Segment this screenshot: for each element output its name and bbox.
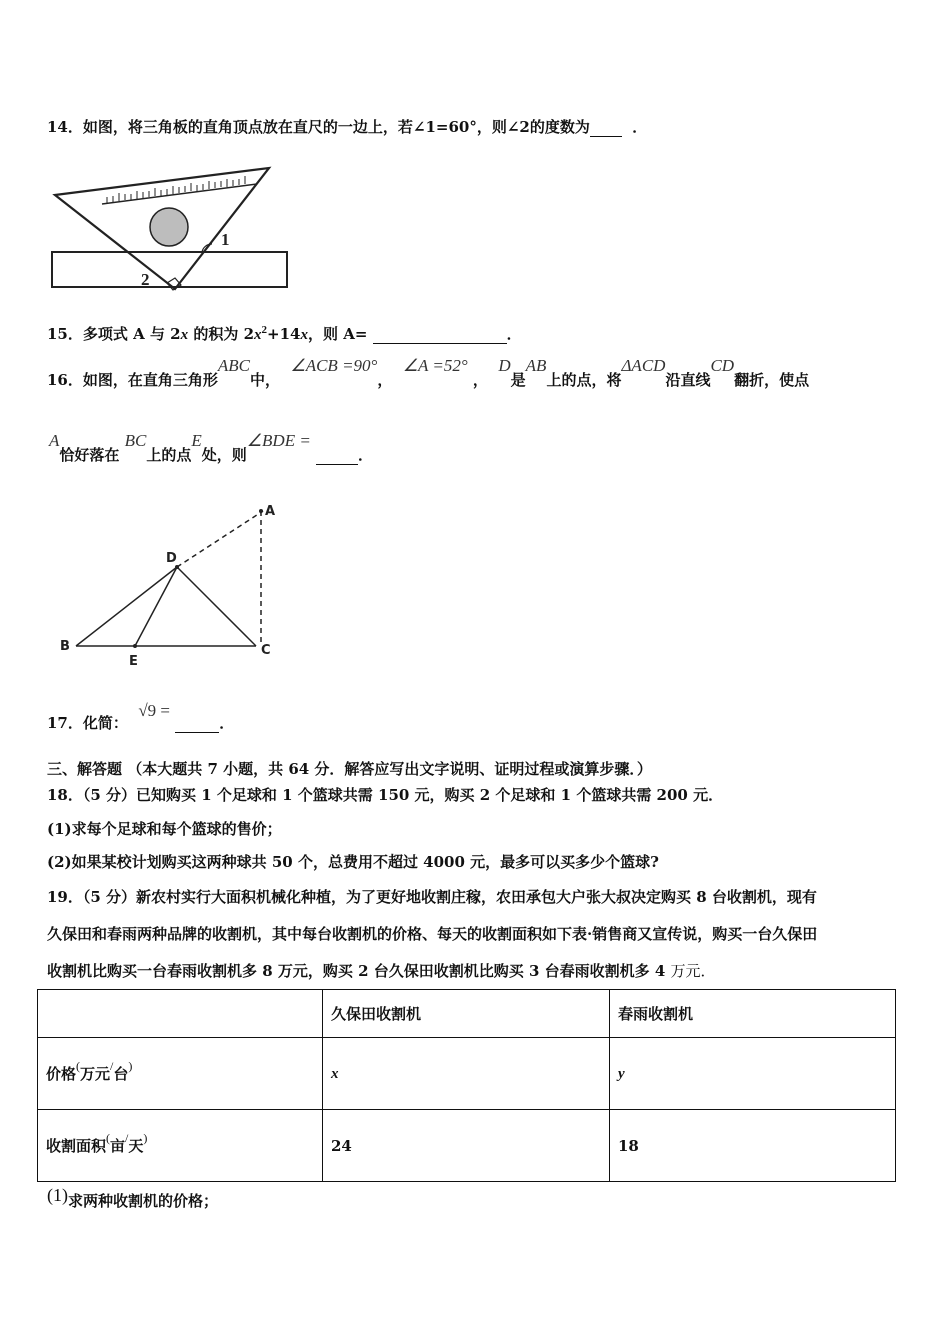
q14-figure xyxy=(47,162,295,294)
q19-line2: 久保田和春雨两种品牌的收割机，其中每台收割机的价格、每天的收割面积如下表·销售商又宣传说，购买一台久保田 xyxy=(47,925,818,943)
q16-label-b: B xyxy=(60,639,70,654)
table-cell-area-kubota: 24 xyxy=(323,1110,610,1182)
q14-blank xyxy=(590,118,622,137)
q14-angle2-label: 2 xyxy=(141,270,150,289)
table-header-empty xyxy=(38,990,323,1038)
q16-blank xyxy=(316,446,358,465)
q14-angle1-label: 1 xyxy=(221,230,230,249)
table-cell-price-kubota: x xyxy=(323,1038,610,1110)
harvester-table xyxy=(37,989,896,1182)
q19-line1: 19．（5 分）新农村实行大面积机械化种植，为了更好地收割庄稼，农田承包大户张大叔决定购买 8 台收割机，现有 xyxy=(47,888,817,906)
section-heading: 三、解答题 （本大题共 7 小题，共 64 分．解答应写出文字说明、证明过程或演算步骤．） xyxy=(47,760,652,778)
table-row-area-label: 收割面积(亩/天) xyxy=(38,1110,323,1182)
q15-blank xyxy=(373,325,507,344)
q16-label-d: D xyxy=(166,551,177,566)
q19-line3: 收割机比购买一台春雨收割机多 8 万元，购买 2 台久保田收割机比购买 3 台春雨收割机多 4 万元． xyxy=(47,962,716,980)
q16-line2: A恰好落在 BC上的点E处，则∠BDE = ． xyxy=(49,431,374,464)
q15-text: 15．多项式 A 与 2x 的积为 $2x^2+14x$，则 A= ． xyxy=(47,324,522,343)
q18-part2: (2)如果某校计划购买这两种球共 50 个，总费用不超过 4000 元，最多可以买多少个篮球? xyxy=(47,853,659,871)
q17-blank xyxy=(175,714,219,733)
q18-part1: (1)求每个足球和每个篮球的售价； xyxy=(47,820,282,838)
q16-line1: 16．如图，在直角三角形ABC中， ∠ACB =90°， ∠A =52° ， D是AB上的点，将ΔACD沿直线CD翻折，使点 xyxy=(47,356,810,389)
q19-part1: (1)求两种收割机的价格； xyxy=(47,1185,219,1210)
table-cell-price-chunyu: y xyxy=(610,1038,896,1110)
q16-label-c: C xyxy=(261,643,271,658)
q17-text: 17．化简： √9 = ． xyxy=(47,701,235,732)
q16-label-e: E xyxy=(129,654,138,669)
q18-text: 18．（5 分）已知购买 1 个足球和 1 个篮球共需 150 元，购买 2 个足球和 1 个篮球共需 200 元． xyxy=(47,786,724,804)
q14-text: 14．如图，将三角板的直角顶点放在直尺的一边上，若∠1=60°，则∠2的度数为 ． xyxy=(47,118,648,136)
table-header-chunyu: 春雨收割机 xyxy=(610,990,896,1038)
table-row-price-label: 价格(万元/台) xyxy=(38,1038,323,1110)
table-header-kubota: 久保田收割机 xyxy=(323,990,610,1038)
q16-figure xyxy=(55,500,285,670)
table-cell-area-chunyu: 18 xyxy=(610,1110,896,1182)
q16-label-a: A xyxy=(265,504,276,519)
